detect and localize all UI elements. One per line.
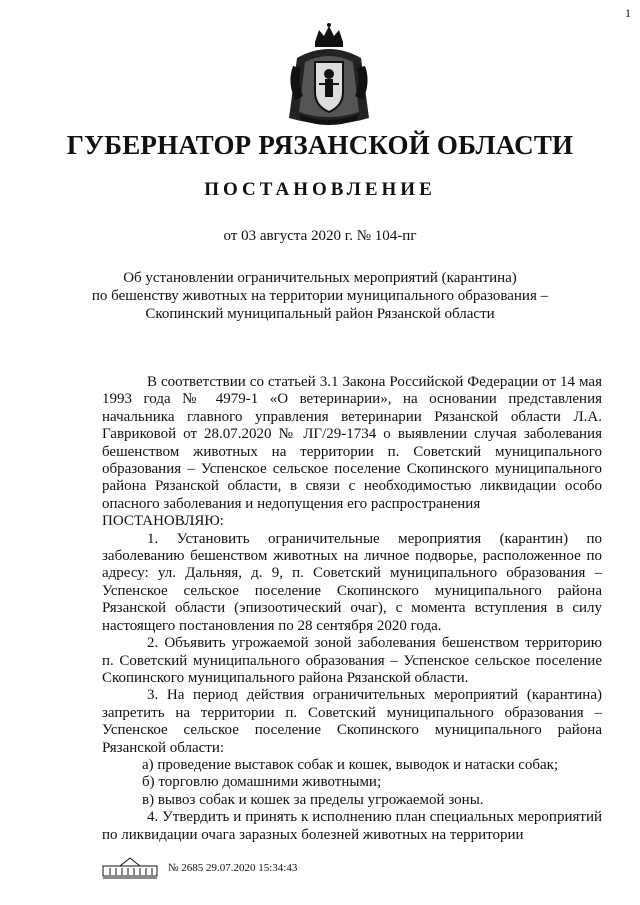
registration-code: № 2685 29.07.2020 15:34:43 <box>168 862 298 874</box>
registry-stamp-icon <box>102 856 158 880</box>
ryazan-coat-of-arms-icon <box>279 22 379 128</box>
subject-line: Об установлении ограничительных мероприятий (карантина) <box>123 270 517 286</box>
decree-word: ПОСТАНОВЛЯЮ: <box>102 513 224 530</box>
document-type: ПОСТАНОВЛЕНИЕ <box>204 179 436 200</box>
paragraph-1: 1. Установить ограничительные мероприятия (карантин) по заболеванию бешенством животных на личное подворье, расположенное по адресу: ул. Дальняя, д. 9, п. Советский муниципального образования – Успенское сельское поселение Скопинского муниципального района Рязанской области (эпизоотический очаг), с момента вступления в силу настоящего постановления по 28 сентября 2020 года. <box>102 530 602 634</box>
document-date-number: от 03 августа 2020 г. № 104-пг <box>223 228 417 244</box>
document-title: ГУБЕРНАТОР РЯЗАНСКОЙ ОБЛАСТИ <box>66 130 574 160</box>
paragraph-3: 3. На период действия ограничительных мероприятий (карантина) запретить на территории п. Советский муниципального образования – Успенское сельское поселение Скопинского муниципального района Рязанской области: <box>102 687 602 756</box>
intro-paragraph: В соответствии со статьей 3.1 Закона Российской Федерации от 14 мая 1993 года № 4979-1 «О ветеринарии», на основании представления начальника главного управления ветеринарии Рязанской области Л.А. Гавриковой от 28.07.2020 № ЛГ/29-1734 о выявлении случая заболевания бешенством животных на территории п. Советский муниципального образования – Успенское сельское поселение Скопинского муниципального района Рязанской области, в связи с необходимостью ликвидации особо опасного заболевания и недопущения его распространения <box>102 374 602 512</box>
document-subject <box>80 269 560 323</box>
page-number: 1 <box>625 6 631 20</box>
list-item-c: в) вывоз собак и кошек за пределы угрожаемой зоны. <box>142 791 484 808</box>
paragraph-2: 2. Объявить угрожаемой зоной заболевания бешенством территорию п. Советский муниципального образования – Успенское сельское поселение Скопинского муниципального района Рязанской области. <box>102 635 602 686</box>
subject-line: по бешенству животных на территории муниципального образования – <box>91 288 549 304</box>
document-body <box>102 374 602 844</box>
list-item-b: б) торговлю домашними животными; <box>142 774 382 791</box>
paragraph-4: 4. Утвердить и принять к исполнению план специальных мероприятий по ликвидации очага заразных болезней животных на территории <box>102 809 602 843</box>
list-item-a: а) проведение выставок собак и кошек, выводок и натаски собак; <box>142 756 559 773</box>
subject-line: Скопинский муниципальный район Рязанской области <box>145 306 495 322</box>
